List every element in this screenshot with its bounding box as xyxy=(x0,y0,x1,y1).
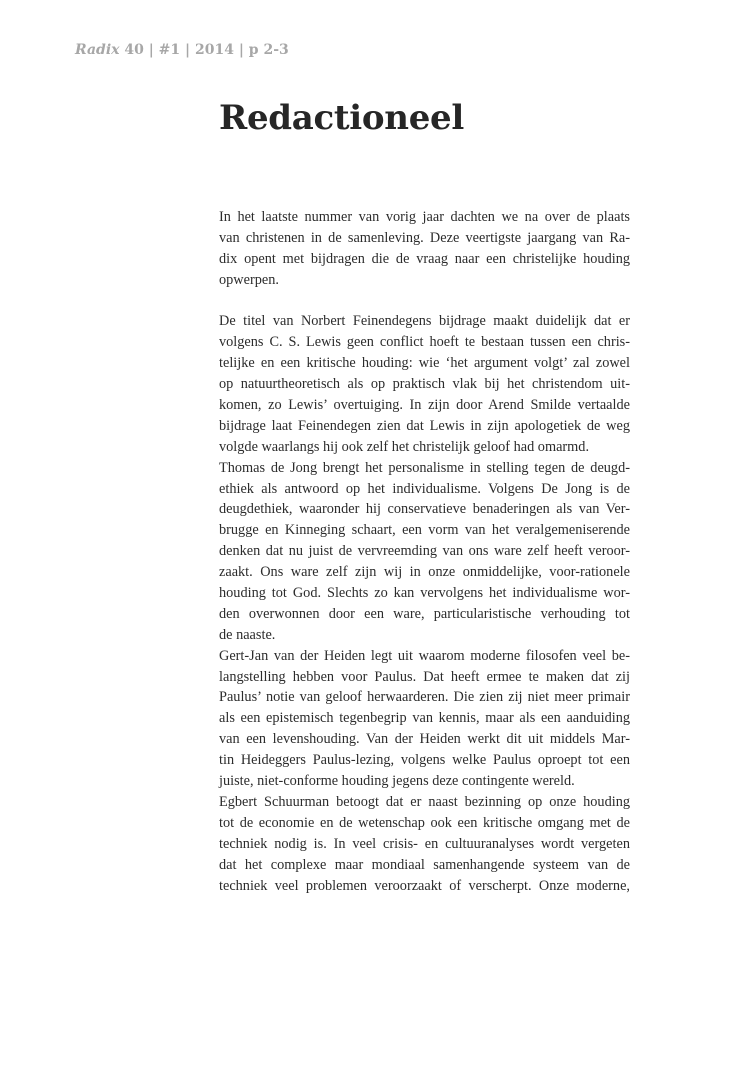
text-line: volgens C. S. Lewis geen conflict hoeft te bestaan tussen een chris- xyxy=(219,334,630,351)
text-line: Gert-Jan van der Heiden legt uit waarom moderne filosofen veel be- xyxy=(219,647,630,664)
text-line: langstelling hebben voor Paulus. Dat heeft ermee te maken dat zij xyxy=(219,668,630,685)
text-line: den overwonnen door een ware, particularistische verhouding tot xyxy=(219,605,630,622)
text-line: de naaste. xyxy=(219,626,276,643)
text-line: telijke en een kritische houding: wie ‘het argument volgt’ zal zowel xyxy=(219,355,630,372)
text-line: van christenen in de samenleving. Deze veertigste jaargang van Ra- xyxy=(219,229,630,246)
text-line: Paulus’ notie van geloof herwaarderen. Die zien zij niet meer primair xyxy=(219,689,630,706)
article-body xyxy=(219,207,630,896)
text-line: ethiek als antwoord op het individualisme. Volgens De Jong is de xyxy=(219,480,630,497)
issue-info: 40 | #1 | 2014 | p 2-3 xyxy=(119,42,289,58)
text-line: tin Heideggers Paulus-lezing, volgens welke Paulus oproept tot een xyxy=(219,752,630,769)
text-line: juiste, niet-conforme houding jegens deze contingente wereld. xyxy=(219,773,575,790)
text-line: bijdrage laat Feinendegen zien dat Lewis in zijn apologetiek de weg xyxy=(219,417,630,434)
running-head xyxy=(75,42,289,58)
text-line: volgde waarlangs hij ook zelf het christelijk geloof had omarmd. xyxy=(219,438,590,455)
page-title: Redactioneel xyxy=(219,98,464,138)
text-line: opwerpen. xyxy=(219,271,279,288)
text-line: In het laatste nummer van vorig jaar dachten we na over de plaats xyxy=(219,209,630,225)
text-line: dat het complexe maar mondiaal samenhangende systeem van de xyxy=(219,856,630,873)
text-line: deugdethiek, waaronder hij conservatieve benaderingen als van Ver- xyxy=(219,501,630,518)
text-line: als een epistemisch tegenbegrip van kennis, maar als een aanduiding xyxy=(219,710,630,727)
text-line: techniek nodig is. In veel crisis- en cultuuranalyses wordt vergeten xyxy=(219,835,630,852)
text-line: dix opent met bijdragen die de vraag naar een christelijke houding xyxy=(219,250,630,267)
text-line: denken dat nu juist de vervreemding van ons ware zelf heeft veroor- xyxy=(219,543,630,560)
text-line: De titel van Norbert Feinendegens bijdrage maakt duidelijk dat er xyxy=(219,313,630,330)
text-line: Thomas de Jong brengt het personalisme in stelling tegen de deugd- xyxy=(219,459,630,476)
text-line: van een levenshouding. Van der Heiden werkt dit uit middels Mar- xyxy=(219,731,630,748)
journal-name: Radix xyxy=(75,42,120,58)
text-line: houding tot God. Slechts zo kan vervolgens het individualisme wor- xyxy=(219,585,630,602)
text-line: komen, zo Lewis’ overtuiging. In zijn door Arend Smilde vertaalde xyxy=(219,397,630,414)
text-line: tot de economie en de wetenschap ook een kritische omgang met de xyxy=(219,814,630,831)
text-line: op natuurtheoretisch als op praktisch vlak bij het christendom uit- xyxy=(219,376,630,393)
paragraph-gap xyxy=(219,291,630,312)
text-line: zaakt. Ons ware zelf zijn wij in onze onmiddelijke, voor-rationele xyxy=(219,564,630,581)
text-line: Egbert Schuurman betoogt dat er naast bezinning op onze houding xyxy=(219,793,630,810)
text-line: techniek veel problemen veroorzaakt of verscherpt. Onze moderne, xyxy=(219,877,630,894)
text-line: brugge en Kinneging schaart, een vorm van het veralgemeniserende xyxy=(219,522,630,539)
